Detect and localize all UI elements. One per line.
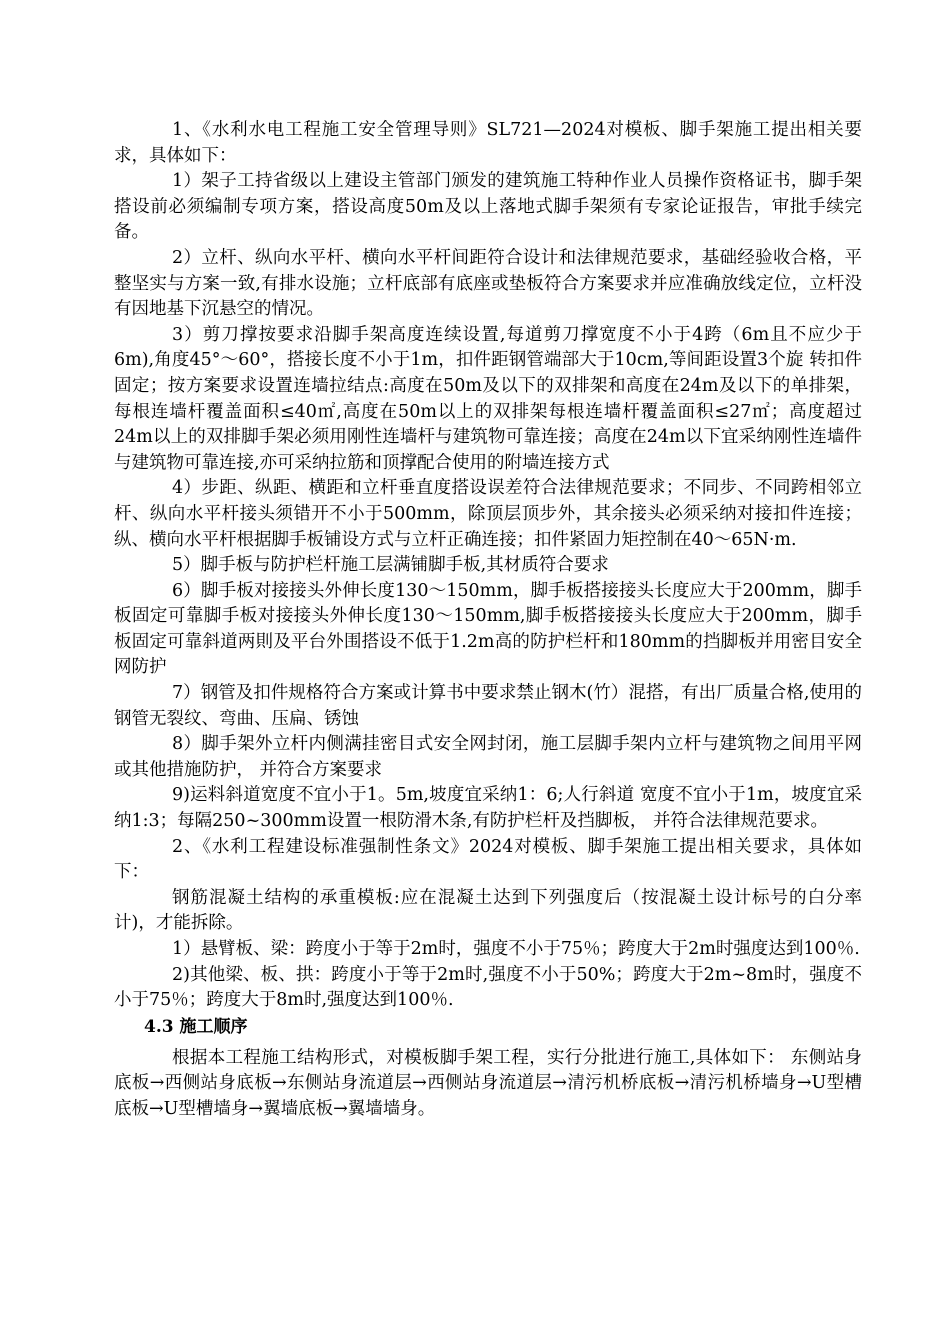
paragraph-construction-sequence: 根据本工程施工结构形式，对模板脚手架工程，实行分批进行施工,具体如下： 东侧站身底板→西侧站身底板→东侧站身流道层→西侧站身流道层→清污机桥底板→清污机桥墙身→U型槽底板→U型槽墙身→翼墙底板→翼墙墙身。: [114, 1047, 862, 1119]
paragraph-item-4: 4）步距、纵距、横距和立杆垂直度搭设误差符合法律规范要求；不同步、不同跨相邻立杆、纵向水平杆接头须错开不小于500mm，除顶层顶步外，其余接头必须采纳对接扣件连接；纵、横向水平杆根据脚手板铺设方式与立杆正确连接；扣件紧固力矩控制在40～65N·m.: [114, 478, 862, 550]
paragraph-item-6: 6）脚手板对接接头外伸长度130～150mm，脚手板搭接接头长度应大于200mm，脚手板固定可靠脚手板对接接头外伸长度130～150mm,脚手板搭接接头长度应大于200mm，脚手板固定可靠斜道两則及平台外围搭设不低于1.2m高的防护栏杆和180mm的挡脚板并用密目安全网防护: [114, 580, 862, 678]
paragraph-formwork-removal: 钢筋混凝土结构的承重模板:应在混凝土达到下列强度后（按混凝土设计标号的白分率计)，才能拆除。: [114, 887, 862, 934]
paragraph-guideline-intro: 1、《水利水电工程施工安全管理导则》SL721—2024对模板、脚手架施工提出相关要求，具体如下：: [114, 120, 862, 166]
paragraph-item-2: 2）立杆、纵向水平杆、横向水平杆间距符合设计和法律规范要求，基础经验收合格，平整坚实与方案一致,有排水设施；立杆底部有底座或垫板符合方案要求并应准确放线定位，立杆没有因地基下沉悬空的情况。: [114, 247, 862, 320]
paragraph-item-8: 8）脚手架外立杆内侧满挂密目式安全网封闭，施工层脚手架内立杆与建筑物之间用平网或其他措施防护， 并符合方案要求: [114, 734, 862, 780]
paragraph-item-7: 7）钢管及扣件规格符合方案或计算书中要求禁止钢木(竹）混搭，有出厂质量合格,使用的钢管无裂纹、弯曲、压扁、锈蚀: [114, 683, 862, 729]
paragraph-cantilever: 1）悬臂板、梁：跨度小于等于2m时，强度不小于75％；跨度大于2m时强度达到100％.: [172, 939, 860, 959]
document-page: [114, 118, 862, 1123]
paragraph-item-3: 3）剪刀撑按要求沿脚手架高度连续设置,每道剪刀撑宽度不小于4跨（6m且不应少于6m),角度45°～60°，搭接长度不小于1m，扣件距钢管端部大于10cm,等间距设置3个旋 转扣件固定；按方案要求设置连墙拉结点:高度在50m及以下的双排架和高度在24m及以下的单排架，每根连墙杆覆盖面积≤40㎡,高度在50m以上的双排架每根连墙杆覆盖面积≤27㎡；高度超过24m以上的双排脚手架必须用刚性连墙杆与建筑物可靠连接；高度在24m以下宜采纳刚性连墙件与建筑物可靠连接,亦可采纳拉筋和顶撑配合使用的附墙连接方式: [114, 324, 862, 473]
paragraph-standard-intro: 2、《水利工程建设标准强制性条文》2024对模板、脚手架施工提出相关要求，具体如下：: [114, 836, 862, 883]
paragraph-item-5: 5）脚手板与防护栏杆施工层满铺脚手板,其材质符合要求: [172, 555, 609, 576]
section-heading: 4.3 施工顺序: [144, 1016, 248, 1037]
paragraph-other-members: 2)其他梁、板、拱：跨度小于等于2m时,强度不小于50%；跨度大于2m~8m时，强度不小于75％；跨度大于8m时,强度达到100％.: [114, 964, 862, 1011]
paragraph-item-9: 9)运料斜道宽度不宜小于1。5m,坡度宜采纳1：6;人行斜道 宽度不宜小于1m，坡度宜采纳1:3；每隔250~300mm设置一根防滑木条,有防护栏杆及挡脚板， 并符合法律规范要求。: [114, 785, 862, 832]
paragraph-item-1: 1）架子工持省级以上建设主管部门颁发的建筑施工特种作业人员操作资格证书，脚手架搭设前必须编制专项方案，搭设高度50m及以上落地式脚手架须有专家论证报告，审批手续完备。: [114, 171, 862, 243]
